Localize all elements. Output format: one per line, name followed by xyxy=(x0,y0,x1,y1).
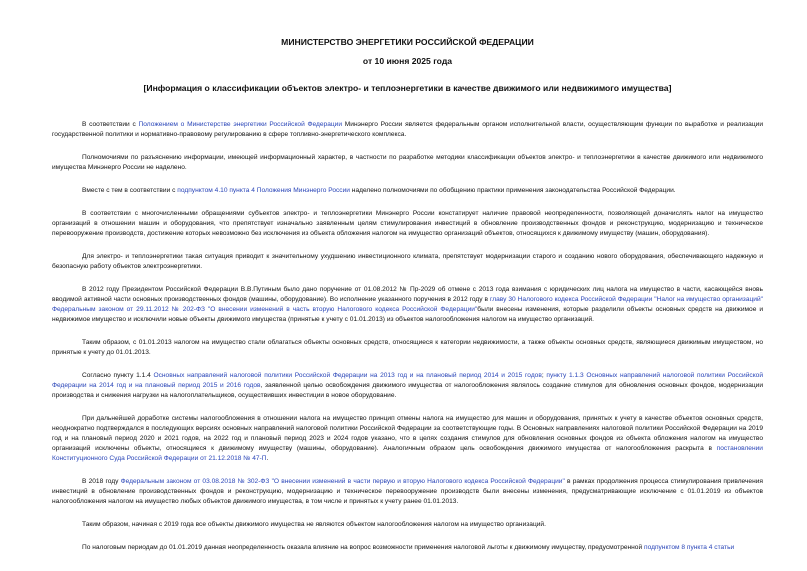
paragraph-text: В 2018 году xyxy=(82,478,121,485)
paragraph-1 xyxy=(52,120,763,140)
paragraph-5 xyxy=(52,252,763,272)
document-date: от 10 июня 2025 года xyxy=(362,56,453,66)
paragraph-12 xyxy=(52,543,763,553)
paragraph-text: Согласно пункту 1.1.4 xyxy=(82,372,154,379)
paragraph-text: В 2012 году Президентом Российской Федерации В.В.Путиным было дано поручение от 01.08.2012 № Пр-2029 об отмене с 2013 года взимания с юридических лиц налога на имущество в части, касающейся вновь вводимой активной части основных производственных фондов (машины, оборудование). Во исполнение указанного поручения в 2012 году в xyxy=(52,286,763,303)
paragraph-9 xyxy=(52,414,763,464)
paragraph-text: , заявленной целью освобождения движимого имущества от налогообложения являлось создание стимулов для обновления основных фондов, модернизации производства и снижения нагрузки на налогоплательщиков, осуществивших инвестиции в новое оборудование. xyxy=(52,382,764,399)
link-federal-law-202[interactable]: "Налог на имущество организаций" Федеральным законом от 29.11.2012 № 202-ФЗ "О внесении изменений в часть вторую Налогового кодекса Российской Федерации" xyxy=(52,296,763,313)
paragraph-6 xyxy=(52,285,763,325)
paragraph-4 xyxy=(52,209,763,239)
paragraph-text: ; xyxy=(541,372,547,379)
link-federal-law-302[interactable]: Федеральным законом от 03.08.2018 № 302-ФЗ "О внесении изменений в части первую и вторую Налогового кодекса Российской Федерации" xyxy=(120,478,565,485)
paragraph-text: Таким образом, с 01.01.2013 налогом на имущество стали облагаться объекты основных средств, относящиеся к категории недвижимости, а также объекты основных средств, являющиеся движимым имуществом, но принятые к учету до 01.01.2013. xyxy=(52,339,763,356)
paragraph-text: Вместе с тем в соответствии с xyxy=(82,187,178,194)
ministry-heading: МИНИСТЕРСТВО ЭНЕРГЕТИКИ РОССИЙСКОЙ ФЕДЕРАЦИИ xyxy=(281,37,534,47)
link-subparagraph-8-article[interactable]: подпунктом 8 пункта 4 статьи xyxy=(644,544,735,551)
link-tax-policy-2013[interactable]: Основных направлений налоговой политики Российской Федерации на 2013 год и на плановый период 2014 и 2015 годов xyxy=(153,372,542,379)
link-tax-code-chapter-30[interactable]: главу 30 Налогового кодекса Российской Федерации xyxy=(489,296,653,303)
paragraph-text: По налоговым периодам до 01.01.2019 данная неопределенность оказала влияние на вопрос возможности применения налоговой льготы к движимому имуществу, предусмотренной xyxy=(82,544,644,551)
paragraph-text: наделено полномочиями по обобщению практики применения законодательства Российской Федерации. xyxy=(349,187,676,194)
paragraph-7 xyxy=(52,338,763,358)
paragraph-text: были внесены изменения, которые разделили объекты основных средств на движимое и недвижимое имущество и исключили новые объекты движимого имущества (принятые к учету с 01.01.2013) из объектов налогообложения налогом на имущество организаций. xyxy=(52,306,764,323)
paragraph-text: Минэнерго России является федеральным органом исполнительной власти, осуществляющим функции по выработке и реализации государственной политики и нормативно-правовому регулированию в сфере топливно-энергетического комплекса. xyxy=(52,121,763,138)
paragraph-text: В соответствии с xyxy=(82,121,139,128)
paragraph-11 xyxy=(52,520,763,530)
paragraph-2 xyxy=(52,153,763,173)
paragraph-text: . xyxy=(266,455,269,462)
link-constitutional-court-ruling[interactable]: постановлении Конституционного Суда Российской Федерации от 21.12.2018 № 47-П xyxy=(52,445,763,462)
paragraph-text: Таким образом, начиная с 2019 года все объекты движимого имущества не являются объектом налогообложения налогом на имущество организаций. xyxy=(82,521,546,528)
link-ministry-regulation[interactable]: Положением о Министерстве энергетики Российской Федерации xyxy=(138,121,343,128)
paragraph-10 xyxy=(52,477,763,507)
link-tax-policy-2014[interactable]: пункту 1.1.3 Основных направлений налоговой политики Российской Федерации на 2014 год и на плановый период 2015 и 2016 годов xyxy=(52,372,763,389)
paragraph-text: Полномочиями по разъяснению информации, имеющей информационный характер, в частности по разработке методики классификации объектов электро- и теплоэнергетики в качестве движимого или недвижимого имущества Минэнерго России не наделено. xyxy=(52,154,763,171)
paragraph-8 xyxy=(52,371,763,401)
paragraph-text: При дальнейшей доработке системы налогообложения в отношении налога на имущество принцип отмены налога на имущество для машин и оборудования, принятых к учету в качестве объектов основных средств, неоднократно подтверждался в последующих версиях основных направлений налоговой политики Российской Федерации за соответствующие годы. В Основных направлениях налоговой политики Российской Федерации на 2019 год и на плановый период 2020 и 2021 годов, на 2022 год и плановый период 2023 и 2024 годов указано, что в целях создания стимулов для обновления основных фондов из объекта обложения налогом на имущество организаций исключены объекты, относящиеся к движимому имуществу (машины, оборудование). Аналогичным образом цель освобождения движимого имущества от налогообложения раскрыта в xyxy=(52,415,763,452)
paragraph-3 xyxy=(52,186,763,196)
paragraph-text: В соответствии с многочисленными обращениями субъектов электро- и теплоэнергетики Минэнерго России констатирует наличие правовой неопределенности, позволяющей доначислять налог на имущество организаций в отношении машин и оборудования, что препятствует изначально заявленным целям стимулирования инвестиций в обновление производственных фондов и реконструкцию, модернизацию и техническое перевооружение производств, достижение которых невозможно без исключения из объекта обложения налогом на имущество организаций объектов, относящихся к движимому имуществу (машин, оборудования). xyxy=(52,210,763,237)
document-title: [Информация о классификации объектов электро- и теплоэнергетики в качестве движимого или недвижимого имущества] xyxy=(143,83,672,93)
link-subparagraph-4-10[interactable]: подпунктом 4.10 пункта 4 Положения Минэнерго России xyxy=(177,187,350,194)
paragraph-text: в рамках продолжения процесса стимулирования привлечения инвестиций в обновление производственных фондов и реконструкцию, модернизацию и техническое перевооружение производств были внесены изменения, предусматривающие исключение с 01.01.2019 из объектов налогообложения налогом на имущество любых объектов движимого имущества, в том числе и принятых к учету ранее 01.01.2013. xyxy=(52,478,763,505)
paragraph-text: Для электро- и теплоэнергетики такая ситуация приводит к значительному ухудшению инвестиционного климата, препятствует модернизации старого и созданию нового оборудования, обеспечивающего надежную и безопасную работу объектов электроэнергетики. xyxy=(52,253,763,270)
